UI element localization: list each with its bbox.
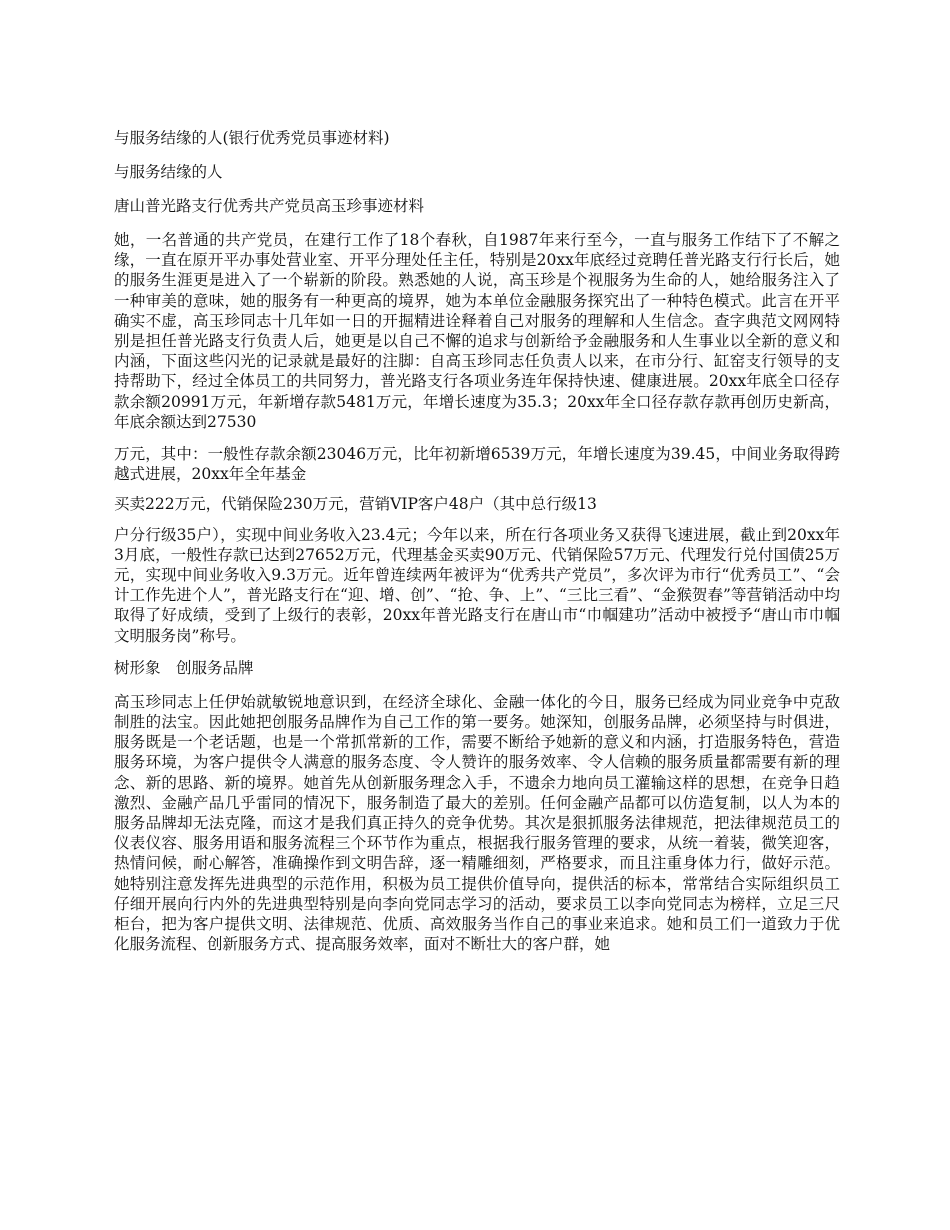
body-paragraph: 万元，其中：一般性存款余额23046万元，比年初新增6539万元，年增长速度为39.45，中间业务取得跨越式进展，20xx年全年基金 bbox=[114, 445, 840, 484]
document-subtitle: 与服务结缘的人 bbox=[114, 163, 223, 181]
document-page bbox=[114, 128, 840, 967]
body-paragraph: 她，一名普通的共产党员，在建行工作了18个春秋，自1987年来行至今，一直与服务工作结下了不解之缘，一直在原开平办事处营业室、开平分理处任主任，特别是20xx年底经过竞聘任普光路支行行长后，她的服务生涯更是进入了一个崭新的阶段。熟悉她的人说，高玉珍是个视服务为生命的人，她给服务注入了一种审美的意味，她的服务有一种更高的境界，她为本单位金融服务探究出了一种特色模式。此言在开平确实不虚，高玉珍同志十几年如一日的开掘精进诠释着自己对服务的理解和人生信念。查字典范文网网特别是担任普光路支行负责人后，她更是以自己不懈的追求与创新给予金融服务和人生事业以全新的意义和内涵，下面这些闪光的记录就是最好的注脚：自高玉珍同志任负责人以来，在市分行、缸窑支行领导的支持帮助下，经过全体员工的共同努力，普光路支行各项业务连年保持快速、健康进展。20xx年底全口径存款余额20991万元，年新增存款5481万元，年增长速度为35.3；20xx年全口径存款存款再创历史新高，年底余额达到27530 bbox=[114, 231, 840, 431]
document-byline: 唐山普光路支行优秀共产党员高玉珍事迹材料 bbox=[114, 197, 425, 215]
body-paragraph: 户分行级35户），实现中间业务收入23.4元；今年以来，所在行各项业务又获得飞速进展，截止到20xx年3月底，一般性存款已达到27652万元，代理基金买卖90万元、代销保险57万元、代理发行兑付国债25万元，实现中间业务收入9.3万元。近年曾连续两年被评为“优秀共产党员”，多次评为市行“优秀员工”、“会计工作先进个人”，普光路支行在“迎、增、创”、“抢、争、上”、“三比三看”、“金猴贺春”等营销活动中均取得了好成绩，受到了上级行的表彰，20xx年普光路支行在唐山市“巾帼建功”活动中被授予“唐山市巾帼文明服务岗”称号。 bbox=[114, 525, 840, 645]
section-paragraph: 高玉珍同志上任伊始就敏锐地意识到，在经济全球化、金融一体化的今日，服务已经成为同业竞争中克敌制胜的法宝。因此她把创服务品牌作为自己工作的第一要务。她深知，创服务品牌，必须坚持与时俱进，服务既是一个老话题，也是一个常抓常新的工作，需要不断给予她新的意义和内涵，打造服务特色，营造服务环境，为客户提供令人满意的服务态度、令人赞许的服务效率、令人信赖的服务质量都需要有新的理念、新的思路、新的境界。她首先从创新服务理念入手，不遗余力地向员工灌输这样的思想，在竞争日趋激烈、金融产品几乎雷同的情况下，服务制造了最大的差别。任何金融产品都可以仿造复制，以人为本的服务品牌却无法克隆，而这才是我们真正持久的竞争优势。其次是狠抓服务法律规范，把法律规范员工的仪表仪容、服务用语和服务流程三个环节作为重点，根据我行服务管理的要求，从统一着装，微笑迎客，热情问候，耐心解答，准确操作到文明告辞，逐一精雕细刻，严格要求，而且注重身体力行，做好示范。她特别注意发挥先进典型的示范作用，积极为员工提供价值导向，提供活的标本，常常结合实际组织员工仔细开展向行内外的先进典型特别是向李向党同志学习的活动，要求员工以李向党同志为榜样，立足三尺柜台，把为客户提供文明、法律规范、优质、高效服务当作自己的事业来追求。她和员工们一道致力于优化服务流程、创新服务方式、提高服务效率，面对不断壮大的客户群，她 bbox=[114, 692, 840, 954]
document-title: 与服务结缘的人(银行优秀党员事迹材料) bbox=[114, 129, 390, 147]
body-paragraph: 买卖222万元，代销保险230万元，营销VIP客户48户（其中总行级13 bbox=[114, 495, 597, 514]
section-heading: 树形象 创服务品牌 bbox=[114, 658, 254, 677]
